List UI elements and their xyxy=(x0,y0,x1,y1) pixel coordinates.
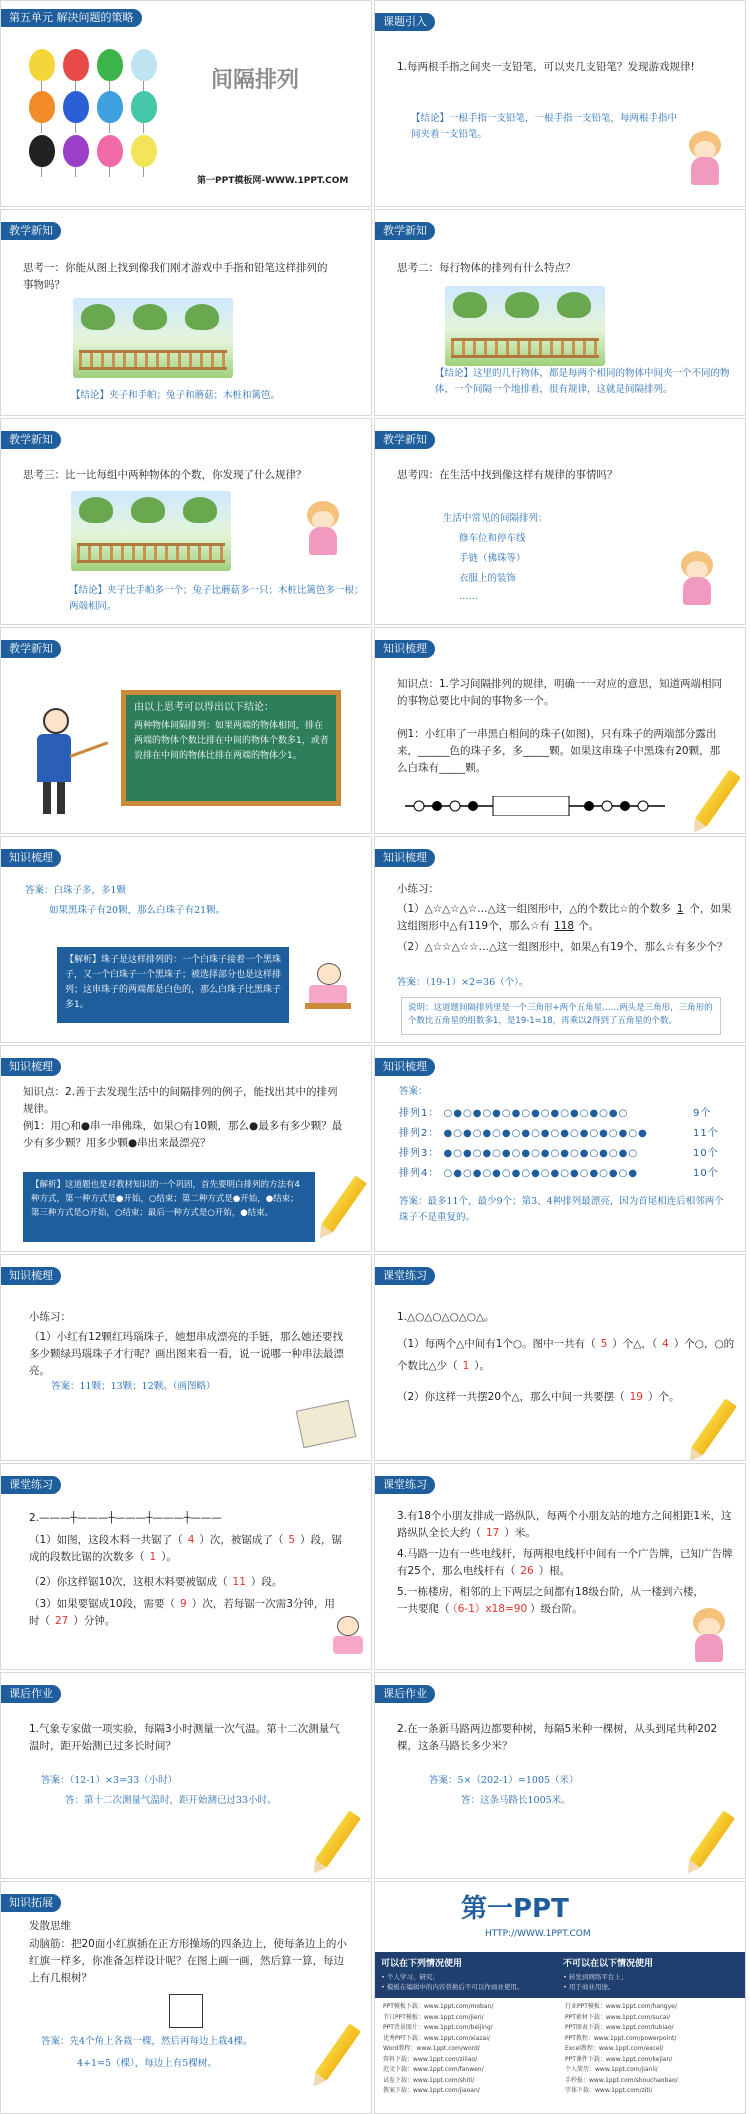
square-field-diagram xyxy=(169,1994,203,2028)
slide-title[interactable] xyxy=(0,0,372,207)
slide-practice1[interactable] xyxy=(374,836,746,1043)
exercise-item: （3）如果要锯成10段，需要（ 9 ）次，若每锯一次需3分钟，用时（ 27 ）分钟。 xyxy=(29,1598,335,1627)
slide-conclusion[interactable] xyxy=(0,627,372,834)
balloon-icon xyxy=(63,49,89,81)
slide-knowledge2[interactable] xyxy=(0,1045,372,1252)
link-line[interactable]: 节日PPT模板：www.1ppt.com/jieri/ xyxy=(383,2013,484,2021)
link-line[interactable]: 字体下载：www.1ppt.com/ziti/ xyxy=(565,2087,653,2094)
links-panel xyxy=(375,1998,746,2114)
balloon-icon xyxy=(131,91,157,123)
notebook-icon xyxy=(296,1400,357,1448)
balloon-icon xyxy=(63,135,89,167)
slide-intro[interactable] xyxy=(374,0,746,207)
balloon-icon xyxy=(97,91,123,123)
park-scene-image xyxy=(71,491,231,571)
exercise-item: 3.有18个小朋友排成一路纵队，每两个小朋友站的地方之间相距1米，这路纵队全长大约（ 17 ）米。 xyxy=(397,1510,732,1539)
link-line[interactable]: PPT模板下载：www.1ppt.com/moban/ xyxy=(383,2003,494,2010)
pencil-icon xyxy=(321,1175,367,1232)
balloon-icon xyxy=(29,135,55,167)
exercise-item: （1）如图，这段木料一共锯了（ 4 ）次，被锯成了（ 5 ）段，锯成的段数比锯的次数多（ 1 ）。 xyxy=(29,1534,343,1563)
answer-text: 答：第十二次测量气温时，距开始测已过33小时。 xyxy=(65,1795,277,1806)
slide-header: 知识拓展 xyxy=(1,1894,61,1912)
answer-text: 答案：最多11个，最少9个；第3、4种排列最漂亮，因为首尾相连后相邻两个珠子不是重复的。 xyxy=(399,1196,724,1223)
slide-header: 课堂练习 xyxy=(375,1476,435,1494)
usage-left-line: • 个人学习、研究； xyxy=(381,1973,439,1981)
answer-text: 答案：（12-1）×3=33（小时） xyxy=(41,1775,178,1786)
arrangement-count: 10个 xyxy=(693,1168,719,1179)
link-line[interactable]: 范文下载：www.1ppt.com/fanwen/ xyxy=(383,2066,484,2073)
link-line[interactable]: Excel教程：www.1ppt.com/excel/ xyxy=(565,2045,664,2052)
exercise-text: 2.———┼———┼———┼———┼——— xyxy=(29,1512,222,1524)
slide-header: 知识梳理 xyxy=(1,1058,61,1076)
answer-value: 4 xyxy=(187,1534,195,1546)
balloon-icon xyxy=(63,91,89,123)
page-title: 间隔排列 xyxy=(211,68,300,93)
homework-question: 1.气象专家做一项实验，每隔3小时测量一次气温。第十二次测量气温时，距开始测已过多长时间？ xyxy=(29,1723,340,1752)
exercise-item: （2）你这样锯10次，这根木料要被锯成（ 11 ）段。 xyxy=(29,1576,283,1588)
slide-header: 教学新知 xyxy=(375,222,435,240)
slide-think3[interactable] xyxy=(0,418,372,625)
answer-label: 答案： xyxy=(399,1086,428,1097)
answer-text: 答案：先4个角上各栽一棵，然后再每边上栽4棵。 xyxy=(41,2036,253,2047)
slide-header: 课后作业 xyxy=(375,1685,435,1703)
usage-right-line: • 用于商业用途。 xyxy=(563,1983,615,1991)
life-example: …… xyxy=(459,591,478,602)
slide-header: 教学新知 xyxy=(1,222,61,240)
answer-value: 5 xyxy=(288,1534,296,1546)
link-line[interactable]: PPT课件下载：www.1ppt.com/kejian/ xyxy=(565,2055,673,2063)
girl-icon xyxy=(299,497,347,557)
slide-extension[interactable] xyxy=(0,1881,372,2114)
life-example: 生活中常见的间隔排列： xyxy=(443,513,548,524)
answer-value: 19 xyxy=(629,1391,643,1403)
logo-text: 第一PPT xyxy=(461,1894,569,1924)
slide-header: 知识梳理 xyxy=(375,1058,435,1076)
slide-header: 教学新知 xyxy=(1,431,61,449)
link-line[interactable]: PPT背景图片：www.1ppt.com/beijing/ xyxy=(383,2024,493,2031)
balloon-icon xyxy=(131,49,157,81)
logo-area xyxy=(375,1882,746,1952)
balloon-icon xyxy=(29,91,55,123)
link-line[interactable]: PPT图表下载：www.1ppt.com/tubiao/ xyxy=(565,2024,674,2031)
analysis-box: 【解析】珠子是这样排列的：一个白珠子接着一个黑珠子，又一个白珠子一个黑珠子；被选择部分也是这样排列；这串珠子的两端都是白色的，那么白珠子比黑珠子多1。 xyxy=(57,947,289,1023)
arrangement-row: 排列1： ○●○●○●○●○●○●○●○●○●○ xyxy=(399,1108,629,1119)
slide-answer1[interactable] xyxy=(0,836,372,1043)
section-title: 发散思维 xyxy=(29,1920,71,1932)
conclusion-note: 【结论】这里的几行物体，都是每两个相同的物体中间夹一个不同的物体，一个间隔一个地排着，很有规律，这就是间隔排列。 xyxy=(435,368,730,395)
conclusion-note: 【结论】夹子和手帕；兔子和蘑菇；木桩和篱笆。 xyxy=(71,390,281,401)
answer-value: 5 xyxy=(600,1338,608,1350)
slide-header: 课后作业 xyxy=(1,1685,61,1703)
answer-value: 1 xyxy=(149,1551,157,1563)
arrangement-row: 排列2： ●○●○●○●○●○●○●○●○●○●○● xyxy=(399,1128,648,1139)
girl-icon xyxy=(681,127,729,187)
conclusion-note: 【结论】一根手指一支铅笔，一根手指一支铅笔，每两根手指中间夹着一支铅笔。 xyxy=(411,113,678,140)
park-scene-image xyxy=(73,298,233,378)
answer-value: 17 xyxy=(486,1527,500,1539)
teacher-icon xyxy=(25,708,85,818)
slide-header: 知识梳理 xyxy=(375,640,435,658)
chalkboard xyxy=(121,690,341,806)
answer-value: 1 xyxy=(462,1360,470,1372)
exercise-text: 1.△○△○△○△○△。 xyxy=(397,1311,495,1323)
link-line[interactable]: 手抄报：www.1ppt.com/shouchaobao/ xyxy=(565,2076,678,2084)
slide-header: 教学新知 xyxy=(375,431,435,449)
example-text: 例1：小红串了一串黑白相间的珠子(如图)，只有珠子的两端部分露出来，______色的珠子多，多_____颗。如果这串珠子中黑珠有20颗，那么白珠有_____颗。 xyxy=(397,728,721,774)
slide-header: 知识梳理 xyxy=(1,1267,61,1285)
arrangement-count: 10个 xyxy=(693,1148,719,1159)
usage-right-title: 不可以在以下情况使用 xyxy=(563,1959,654,1969)
slide-homework1[interactable] xyxy=(0,1672,372,1879)
slide-exercise1[interactable] xyxy=(374,1254,746,1461)
exercise-item: （2）你这样一共摆20个△，那么中间一共要摆（ 19 ）个。 xyxy=(397,1391,680,1403)
slide-knowledge1[interactable] xyxy=(374,627,746,834)
bead-string-diagram xyxy=(405,796,665,816)
life-example: 衣服上的装饰 xyxy=(459,573,517,584)
answer-text: 答案：11颗；13颗；12颗。（画图略） xyxy=(51,1381,216,1392)
question-text: 思考三：比一比每组中两种物体的个数，你发现了什么规律？ xyxy=(23,469,307,481)
slide-header: 教学新知 xyxy=(1,640,61,658)
answer-value: 4 xyxy=(662,1338,669,1350)
link-line[interactable]: 试卷下载：www.1ppt.com/shiti/ xyxy=(383,2076,475,2084)
logo-url: HTTP://WWW.1PPT.COM xyxy=(485,1929,591,1939)
question-text: 思考四：在生活中找到像这样有规律的事情吗？ xyxy=(397,469,618,481)
pencil-icon xyxy=(689,1810,735,1867)
park-scene-image xyxy=(445,286,605,366)
practice-item: （2）△☆☆△☆☆…△这一组图形中，如果△有19个，那么☆有多少个？ xyxy=(397,941,728,953)
knowledge-point: 知识点：1.学习间隔排列的规律，明确一一对应的意思，知道两端相同的事物总要比中间的事物多一个。 xyxy=(397,678,723,707)
slide-header: 课题引入 xyxy=(375,13,435,31)
balloon-icon xyxy=(97,49,123,81)
slide-think4[interactable] xyxy=(374,418,746,625)
explanation-box: 说明：这道题间隔排列里是一个三角形+两个五角星……两头是三角形，三角形的个数比五角星的组数多1，是19-1=18，再乘以2得到了五角星的个数。 xyxy=(401,997,721,1035)
slide-think1[interactable] xyxy=(0,209,372,416)
slide-exercise3[interactable] xyxy=(374,1463,746,1670)
exercise-item: （1）每两个△中间有1个○。图中一共有（ 5 ）个△，（ 4 ）个○，○的个数比△少（ 1 ）。 xyxy=(397,1338,735,1372)
question-text: 思考一：你能从图上找到像我们刚才游戏中手指和铅笔这样排列的事物吗？ xyxy=(23,262,328,291)
answer-value: 11 xyxy=(232,1576,246,1588)
answer-value: 26 xyxy=(520,1565,534,1577)
kid-icon xyxy=(331,1616,365,1656)
slide-header: 知识梳理 xyxy=(1,849,61,867)
pencil-icon xyxy=(315,1810,361,1867)
slide-homework2[interactable] xyxy=(374,1672,746,1879)
board-body: 两种物体间隔排列：如果两端的物体相同，排在两端的物体个数比排在中间的物体个数多1，或者说排在中间的物体比排在两端的物体少1。 xyxy=(134,721,329,761)
answer-text: 答：这条马路长1005米。 xyxy=(461,1795,571,1806)
link-line[interactable]: Word教程：www.1ppt.com/word/ xyxy=(383,2045,480,2052)
unit-label: 第五单元 解决问题的策略 xyxy=(1,9,142,27)
answer-text: 如果黑珠子有20颗，那么白珠子有21颗。 xyxy=(49,905,226,916)
slide-copyright[interactable] xyxy=(374,1881,746,2114)
practice-item: （1）△☆△☆△☆…△这一组图形中，△的个数比☆的个数多 1 个，如果这组图形中△有119个，那么☆有 118 个。 xyxy=(397,903,732,932)
link-line[interactable]: 行业PPT模板：www.1ppt.com/hangye/ xyxy=(565,2003,677,2010)
answer-text: 答案：（19-1）×2=36（个）。 xyxy=(397,977,529,988)
extension-question: 动脑筋：把20面小红旗插在正方形操场的四条边上，使每条边上的小红旗一样多，你准备怎样设计呢？在图上画一画，然后算一算，每边上有几根树？ xyxy=(29,1938,347,1984)
balloon-icon xyxy=(29,49,55,81)
kid-icon xyxy=(305,963,351,1013)
exercise-item: 5.一栋楼房，相邻的上下两层之间都有18级台阶，从一楼到六楼，一共要爬（ （6-1）x18=90 ）级台阶。 xyxy=(397,1586,704,1615)
usage-left-line: • 模板在编辑中的内容替换后不可以作商业使用。 xyxy=(381,1983,524,1991)
pencil-icon xyxy=(695,769,741,826)
link-line[interactable]: PPT素材下载：www.1ppt.com/sucai/ xyxy=(565,2013,671,2021)
life-example: 手链（佛珠等） xyxy=(459,553,526,564)
pencil-icon xyxy=(691,1398,737,1455)
slide-bead-arrangements[interactable] xyxy=(374,1045,746,1252)
slide-think2[interactable] xyxy=(374,209,746,416)
usage-right-line: • 转发到网络平台上； xyxy=(563,1973,628,1981)
slide-header: 课堂练习 xyxy=(1,1476,61,1494)
arrangement-count: 11个 xyxy=(693,1128,719,1139)
usage-left-title: 可以在下列情况使用 xyxy=(381,1959,463,1969)
question-text: 1.每两根手指之间夹一支铅笔，可以夹几支铅笔？发现游戏规律! xyxy=(397,61,695,73)
link-line[interactable]: 资料下载：www.1ppt.com/ziliao/ xyxy=(383,2055,478,2063)
arrangement-row: 排列3： ●○●○●○●○●○●○●○●○●○●○ xyxy=(399,1148,639,1159)
answer-blank: 1 xyxy=(676,903,684,915)
practice-title: 小练习： xyxy=(397,883,439,895)
practice-title: 小练习： xyxy=(29,1311,71,1323)
girl-icon xyxy=(673,547,721,607)
site-label: 第一PPT模板网-WWW.1PPT.COM xyxy=(197,176,349,186)
answer-blank: 118 xyxy=(554,920,575,932)
link-line[interactable]: 个人简历：www.1ppt.com/jianli/ xyxy=(565,2066,658,2073)
answer-text: 答案：白珠子多，多1颗 xyxy=(25,885,127,896)
link-line[interactable]: PPT教程：www.1ppt.com/powerpoint/ xyxy=(565,2034,677,2042)
slide-header: 知识梳理 xyxy=(375,849,435,867)
balloon-icon xyxy=(131,135,157,167)
exercise-item: 4.马路一边有一些电线杆，每两根电线杆中间有一个广告牌，已知广告牌有25个，那么电线杆有（ 26 ）根。 xyxy=(397,1548,733,1577)
homework-question: 2.在一条新马路两边都要种树，每隔5米种一棵树，从头到尾共种202棵，这条马路长多少米？ xyxy=(397,1723,718,1752)
example-text: 例1：用○和●串一串佛珠，如果○有10颗，那么●最多有多少颗？最少有多少颗？用多少颗●串出来最漂亮？ xyxy=(23,1120,343,1149)
link-line[interactable]: 教案下载：www.1ppt.com/jiaoan/ xyxy=(383,2087,480,2094)
board-title: 由以上思考可以得出以下结论： xyxy=(134,702,274,713)
question-text: 思考二：每行物体的排列有什么特点？ xyxy=(397,262,576,274)
slide-header: 课堂练习 xyxy=(375,1267,435,1285)
conclusion-note: 【结论】夹子比手帕多一个；兔子比蘑菇多一只；木桩比篱笆多一根；两端相同。 xyxy=(69,585,364,612)
answer-value: 9 xyxy=(180,1598,187,1610)
slide-practice2[interactable] xyxy=(0,1254,372,1461)
life-example: 修车位和停车线 xyxy=(459,533,526,544)
answer-value: 27 xyxy=(55,1615,69,1627)
girl-icon xyxy=(685,1604,733,1664)
arrangement-count: 9个 xyxy=(693,1108,712,1119)
slide-exercise2[interactable] xyxy=(0,1463,372,1670)
answer-value: （6-1）x18=90 xyxy=(452,1603,528,1615)
usage-panel xyxy=(375,1952,746,2114)
arrangement-row: 排列4： ○●○●○●○●○●○●○●○●○●○● xyxy=(399,1168,639,1179)
balloon-icon xyxy=(97,135,123,167)
knowledge-point: 知识点：2.善于去发现生活中的间隔排列的例子，能找出其中的排列规律。 xyxy=(23,1086,338,1115)
practice-item: （1）小红有12颗红玛瑙珠子，她想串成漂亮的手链，那么她还要找多少颗绿玛瑙珠子才行呢？画出图来看一看，说一说哪一种串法最漂亮。 xyxy=(29,1331,344,1377)
answer-text: 4+1=5（棵），每边上有5棵树。 xyxy=(77,2058,217,2069)
answer-text: 答案：5×（202-1）=1005（米） xyxy=(429,1775,579,1786)
analysis-box: 【解析】这道题也是对教材知识的一个巩固，首先要明白排列的方法有4种方式，第一种方式是●开始，○结束；第二种方式是●开始，●结束；第三种方式是○开始，○结束；最后一种方式是○开始，●结束。 xyxy=(23,1172,315,1242)
link-line[interactable]: 优秀PPT下载：www.1ppt.com/xiazai/ xyxy=(383,2034,490,2042)
pencil-icon xyxy=(315,2023,361,2080)
